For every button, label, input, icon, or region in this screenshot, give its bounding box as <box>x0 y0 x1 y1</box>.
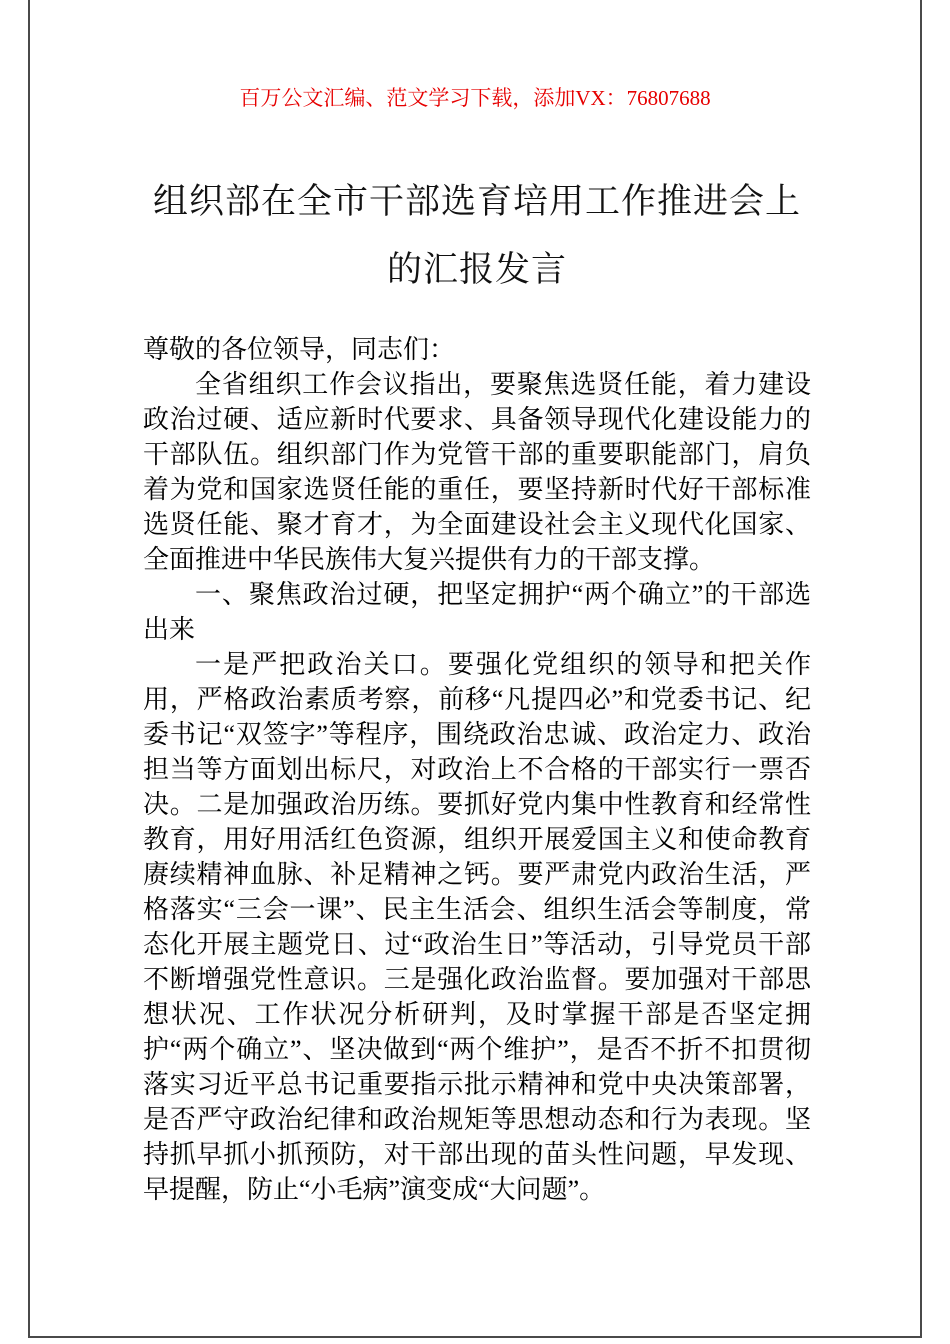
salutation-paragraph: 尊敬的各位领导，同志们： <box>143 335 456 364</box>
body-paragraph: 全省组织工作会议指出，要聚焦选贤任能，着力建设政治过硬、适应新时代要求、具备领导现代化建设能力的干部队伍。组织部门作为党管干部的重要职能部门，肩负着为党和国家选贤任能的重任，要坚持新时代好干部标准选贤任能、聚才育才，为全面建设社会主义现代化国家、全面推进中华民族伟大复兴提供有力的干部支撑。 <box>143 370 811 574</box>
section-heading-paragraph: 一、聚焦政治过硬，把坚定拥护“两个确立”的干部选出来 <box>143 580 811 644</box>
title-line-2: 的汇报发言 <box>386 250 567 289</box>
title-line-1: 组织部在全市干部选育培用工作推进会上 <box>152 182 801 221</box>
document-body <box>143 168 811 1207</box>
header-notice: 百万公文汇编、范文学习下载，添加VX：76807688 <box>239 86 711 110</box>
document-title <box>143 168 811 304</box>
body-paragraph: 一是严把政治关口。要强化党组织的领导和把关作用，严格政治素质考察，前移“凡提四必”和党委书记、纪委书记“双签字”等程序，围绕政治忠诚、政治定力、政治担当等方面划出标尺，对政治上不合格的干部实行一票否决。二是加强政治历练。要抓好党内集中性教育和经常性教育，用好用活红色资源，组织开展爱国主义和使命教育赓续精神血脉、补足精神之钙。要严肃党内政治生活，严格落实“三会一课”、民主生活会、组织生活会等制度，常态化开展主题党日、过“政治生日”等活动，引导党员干部不断增强党性意识。三是强化政治监督。要加强对干部思想状况、工作状况分析研判，及时掌握干部是否坚定拥护“两个确立”、坚决做到“两个维护”，是否不折不扣贯彻落实习近平总书记重要指示批示精神和党中央决策部署，是否严守政治纪律和政治规矩等思想动态和行为表现。坚持抓早抓小抓预防，对干部出现的苗头性问题，早发现、早提醒，防止“小毛病”演变成“大问题”。 <box>143 650 811 1204</box>
